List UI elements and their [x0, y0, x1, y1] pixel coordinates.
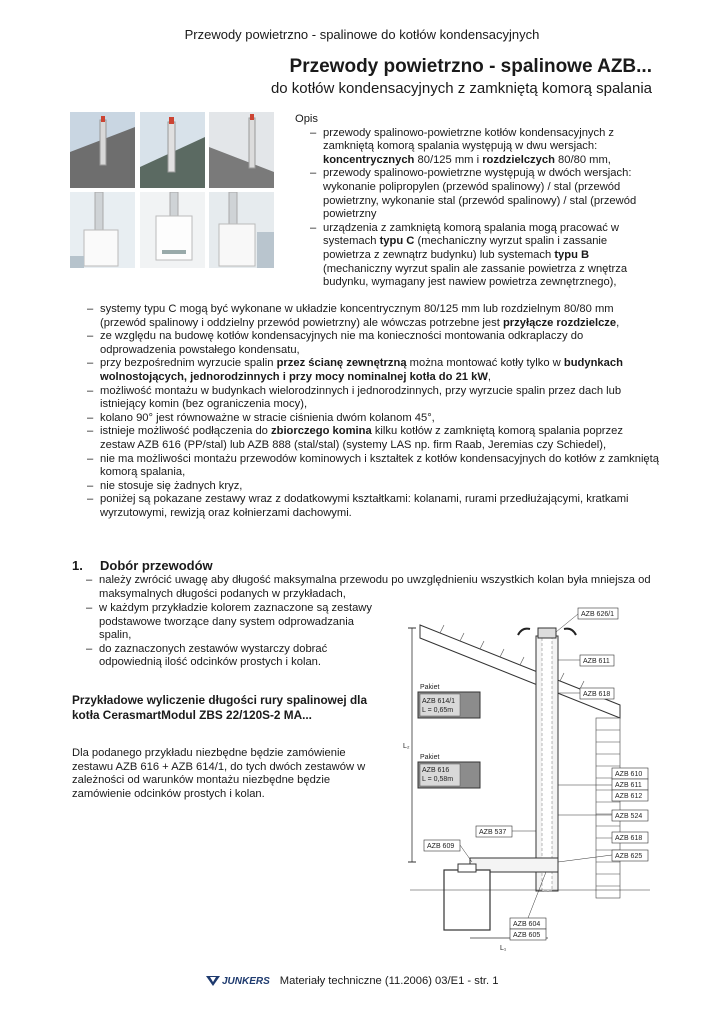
list-item: – urządzenia z zamkniętą komorą spalania mogą pracować w systemach typu C (mechaniczny wyrzut spalin i zassanie powietrza z zewnątrz budynku) lub systemach typu B (mechaniczny wyrzut spalin ale zassanie powietrza z wnętrza budynku, wymagany jest nawiew powietrza zewnętrznego), [310, 221, 628, 289]
brick-wall [596, 718, 620, 898]
page-subtitle: do kotłów kondensacyjnych z zamkniętą komorą spalania [270, 80, 652, 97]
part-label: AZB 604 [513, 921, 541, 928]
list-item: – kolano 90° jest równoważne w stracie ciśnienia dwóm kolanom 45°, [87, 411, 435, 424]
photo-roof-chimney-2 [140, 112, 205, 188]
chimney-terminal [538, 628, 556, 638]
description-heading: Opis [295, 113, 319, 125]
part-label: AZB 605 [513, 932, 541, 939]
part-label: AZB 626/1 [581, 611, 615, 618]
pakiet-label: Pakiet [420, 754, 440, 761]
photo-roof-chimney-1 [70, 112, 135, 188]
example-text: Dla podanego przykładu niezbędne będzie zamówienie zestawu AZB 616 + AZB 614/1, do tych dwóch zestawów w zależności od warunków montażu niezbędne będzie zamówienie odcinków prostych i kolan. [72, 747, 366, 800]
part-label: AZB 611 [583, 658, 610, 665]
list-item: – nie stosuje się żadnych kryz, [87, 479, 243, 492]
photo-roof-chimney-3 [209, 112, 274, 188]
list-item: – przewody spalinowo-powietrzne kotłów kondensacyjnych z zamkniętą komorą spalania występują w dwu wersjach: koncentrycznych 80/125 mm i rozdzielczych 80/80 mm, [310, 126, 615, 166]
list-item: – należy zwrócić uwagę aby długość maksymalna przewodu po uwzględnieniu wszystkich kolan była mniejsza od maksymalnych długości podanych w przykładach, [86, 574, 651, 600]
pakiet-line: AZB 614/1 [422, 698, 456, 705]
part-label: AZB 618 [583, 691, 611, 698]
pakiet-line: L = 0,58m [422, 776, 454, 783]
list-item: – możliwość montażu w budynkach wielorodzinnych i jednorodzinnych, przy wyrzucie spalin przez dach lub istniejący komin (bez ograniczenia mocy), [87, 384, 622, 411]
list-item: – do zaznaczonych zestawów wystarczy dobrać odpowiednią ilość odcinków prostych i kolan. [86, 642, 328, 669]
list-item: – w każdym przykładzie kolorem zaznaczone są zestawy podstawowe tworzące dany system odprowadzania spalin, [86, 602, 372, 642]
exhaust-arrow-right [564, 629, 576, 635]
brand-logo: JUNKERS [222, 976, 270, 987]
pakiet-line: L = 0,65m [422, 707, 454, 714]
installation-diagram [400, 600, 660, 955]
part-label: AZB 625 [615, 853, 643, 860]
photo-boiler-3 [209, 192, 274, 268]
junkers-logo-icon [206, 976, 220, 986]
main-notes-list [87, 303, 660, 521]
part-label: AZB 537 [479, 829, 507, 836]
flue-inner-pipe [542, 636, 552, 891]
part-label: AZB 609 [427, 843, 455, 850]
exhaust-arrow-left [518, 629, 530, 635]
part-label: AZB 618 [615, 835, 643, 842]
list-item: – nie ma możliwości montażu przewodów kominowych i kształtek z kotłów kondensacyjnych do kotłów z zamkniętą komorą spalania, [87, 452, 659, 479]
roof-hatching [440, 625, 604, 697]
list-item: – przewody spalinowo-powietrzne występują w dwóch wersjach: wykonanie polipropylen (przewód spalinowy) / stal (przewód powietrzny, wykonanie stal (przewód spalinowy) / stal (przewód powietrzny [310, 167, 637, 221]
boiler [444, 870, 490, 930]
page-title: Przewody powietrzno - spalinowe AZB... [289, 56, 652, 77]
footer-text: Materiały techniczne (11.2006) 03/E1 - str. 1 [279, 975, 499, 987]
list-item: – systemy typu C mogą być wykonane w układzie koncentrycznym 80/125 mm lub rozdzielnym 80/80 mm (przewód spalinowy i oddzielny przewód powietrzny) ale wówczas potrzebne jest przyłącze rozdzielcze, [87, 303, 620, 329]
page-footer [206, 975, 498, 987]
photo-boiler-2 [140, 192, 205, 268]
example-heading: Przykładowe wyliczenie długości rury spalinowej dla kotła CerasmartModul ZBS 22/120S-2 MA... [72, 693, 368, 722]
pakiet-label: Pakiet [420, 684, 440, 691]
dim-label-l1: L₁ [500, 945, 507, 952]
section-heading: 1. Dobór przewodów [72, 558, 213, 573]
description-list [310, 126, 655, 290]
section-notes-list [86, 602, 389, 670]
list-item: – przy bezpośrednim wyrzucie spalin przez ścianę zewnętrzną można montować kotły tylko w budynkach wolnostojących, jednorodzinnych i przy mocy nominalnej kotła do 21 kW, [87, 357, 623, 383]
section-note [86, 574, 659, 601]
running-head: Przewody powietrzno - spalinowe do kotłów kondensacyjnych [184, 27, 540, 42]
pakiet-line: AZB 616 [422, 767, 450, 774]
part-label: AZB 611 [615, 782, 642, 789]
description-block [295, 113, 655, 290]
boiler-connector [458, 864, 476, 872]
part-label: AZB 612 [615, 793, 643, 800]
list-item: – istnieje możliwość podłączenia do zbiorczego komina kilku kotłów z zamkniętą komorą spalania poprzez zestaw AZB 616 (PP/stal) lub AZB 888 (stal/stal) (systemy LAS np. firm Raab, Jeremias czy Schiedel), [87, 425, 623, 451]
dim-label-l2: L₂ [403, 743, 410, 750]
list-item: – ze względu na budowę kotłów kondensacyjnych nie ma konieczności montowania odkraplaczy do odprowadzenia powstałego kondensatu, [87, 330, 584, 356]
part-label: AZB 524 [615, 813, 643, 820]
part-label: AZB 610 [615, 771, 643, 778]
photo-boiler-1 [70, 192, 135, 268]
list-item: – poniżej są pokazane zestawy wraz z dodatkowymi kształtkami: kolanami, rurami przedłużającymi, kratkami wyrzutowymi, rewizją oraz kołnierzami dachowymi. [87, 493, 629, 519]
